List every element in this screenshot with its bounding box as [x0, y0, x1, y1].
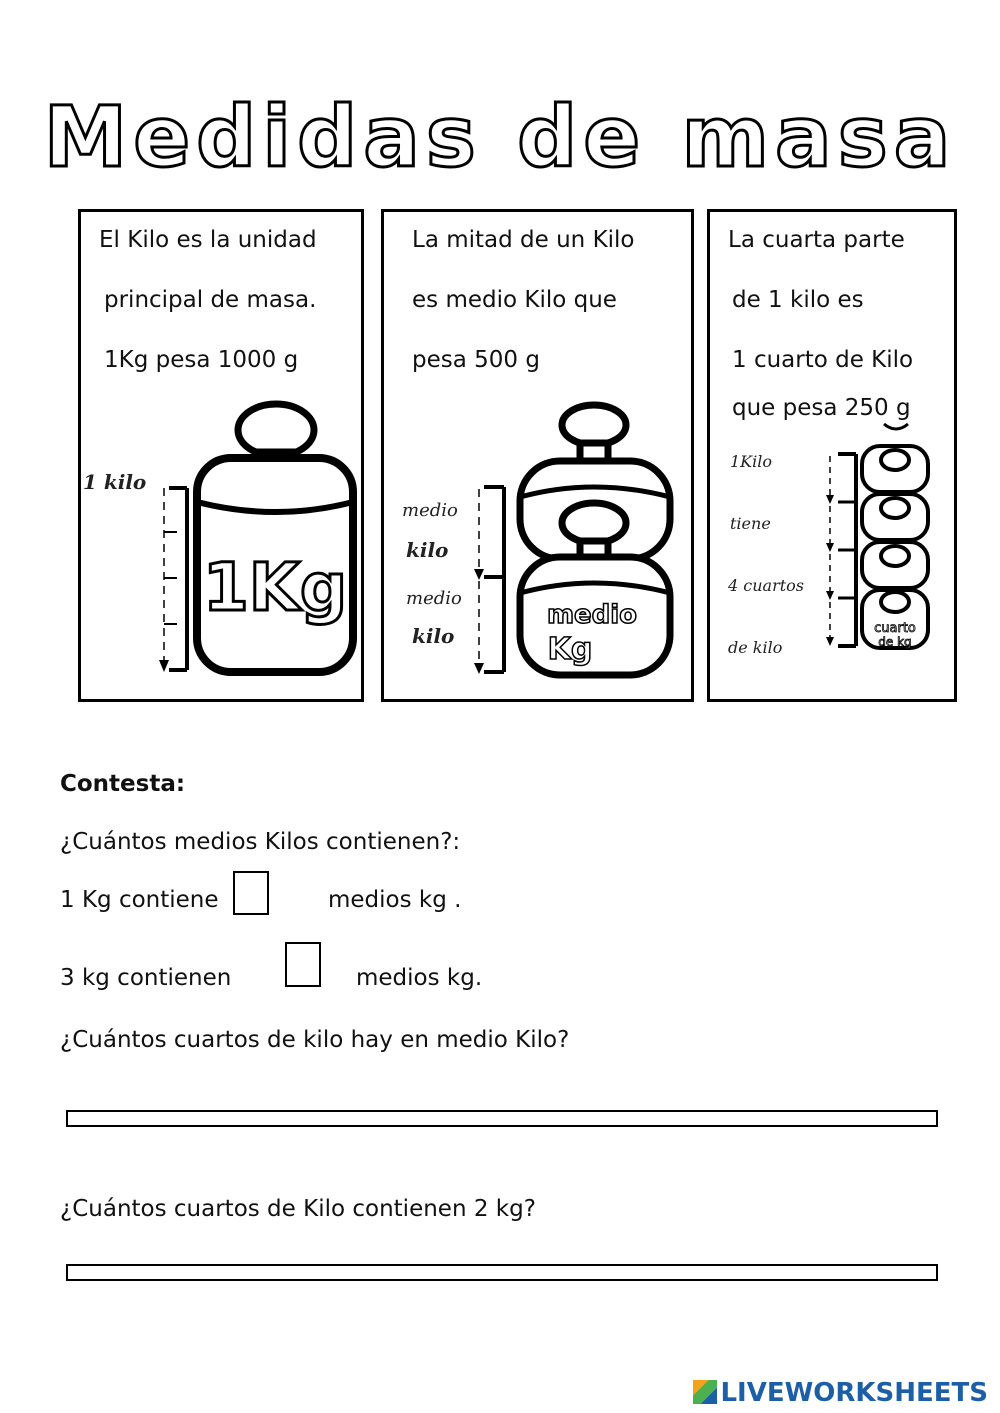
- liveworksheets-logo: [693, 1378, 988, 1408]
- half-kilo-weights-icon: [474, 397, 684, 687]
- weight-label-top: cuarto: [874, 621, 916, 636]
- answer-box-3kg[interactable]: [285, 942, 321, 987]
- question-1b-prefix: 3 kg contienen: [60, 965, 232, 991]
- panel-text-line: 1 cuarto de Kilo: [732, 347, 914, 373]
- panel-text-line: pesa 500 g: [412, 347, 540, 373]
- side-label: kilo: [406, 538, 449, 562]
- page-title: Medidas de masa: [43, 88, 957, 186]
- panel-cuarto-kilo: [707, 209, 957, 702]
- side-label: de kilo: [728, 638, 783, 657]
- side-label: 4 cuartos: [728, 576, 804, 595]
- weight-label-top: medio: [546, 600, 638, 630]
- panel-text-line: principal de masa.: [104, 287, 317, 313]
- weight-label-bottom: de kg: [878, 635, 912, 649]
- panel-text-line: 1Kg pesa 1000 g: [104, 347, 299, 373]
- question-1a-suffix: medios kg .: [328, 887, 462, 913]
- side-label: medio: [402, 500, 458, 521]
- answer-box-1kg[interactable]: [233, 871, 269, 915]
- question-1b-suffix: medios kg.: [356, 965, 483, 991]
- weight-label-bottom: Kg: [547, 632, 593, 667]
- panel-kilo: [78, 209, 364, 702]
- side-label: 1 kilo: [83, 470, 147, 494]
- brand-name: LIVEWORKSHEETS: [720, 1378, 988, 1408]
- question-2: ¿Cuántos cuartos de kilo hay en medio Kilo?: [60, 1027, 570, 1053]
- side-label: kilo: [412, 624, 455, 648]
- question-3: ¿Cuántos cuartos de Kilo contienen 2 kg?: [60, 1196, 536, 1222]
- panel-text-line: La mitad de un Kilo: [412, 227, 635, 253]
- quarter-kilo-weights-icon: [822, 418, 934, 658]
- questions-heading: Contesta:: [60, 771, 186, 797]
- logo-mark-icon: [693, 1380, 717, 1404]
- side-label: medio: [406, 588, 462, 609]
- question-1: ¿Cuántos medios Kilos contienen?:: [60, 829, 461, 855]
- panel-medio-kilo: [381, 209, 694, 702]
- panel-text-line: de 1 kilo es: [732, 287, 864, 313]
- side-label: 1Kilo: [730, 452, 772, 471]
- side-label: tiene: [730, 514, 771, 533]
- answer-line-q2[interactable]: [66, 1110, 938, 1127]
- answer-line-q3[interactable]: [66, 1264, 938, 1281]
- panel-text-line: es medio Kilo que: [412, 287, 617, 313]
- panel-text-line: La cuarta parte: [728, 227, 905, 253]
- question-1a-prefix: 1 Kg contiene: [60, 887, 219, 913]
- one-kilo-weight-icon: [159, 392, 359, 682]
- weight-label: 1Kg: [202, 549, 348, 626]
- panel-text-line: que pesa 250 g: [732, 395, 911, 421]
- panel-text-line: El Kilo es la unidad: [99, 227, 317, 253]
